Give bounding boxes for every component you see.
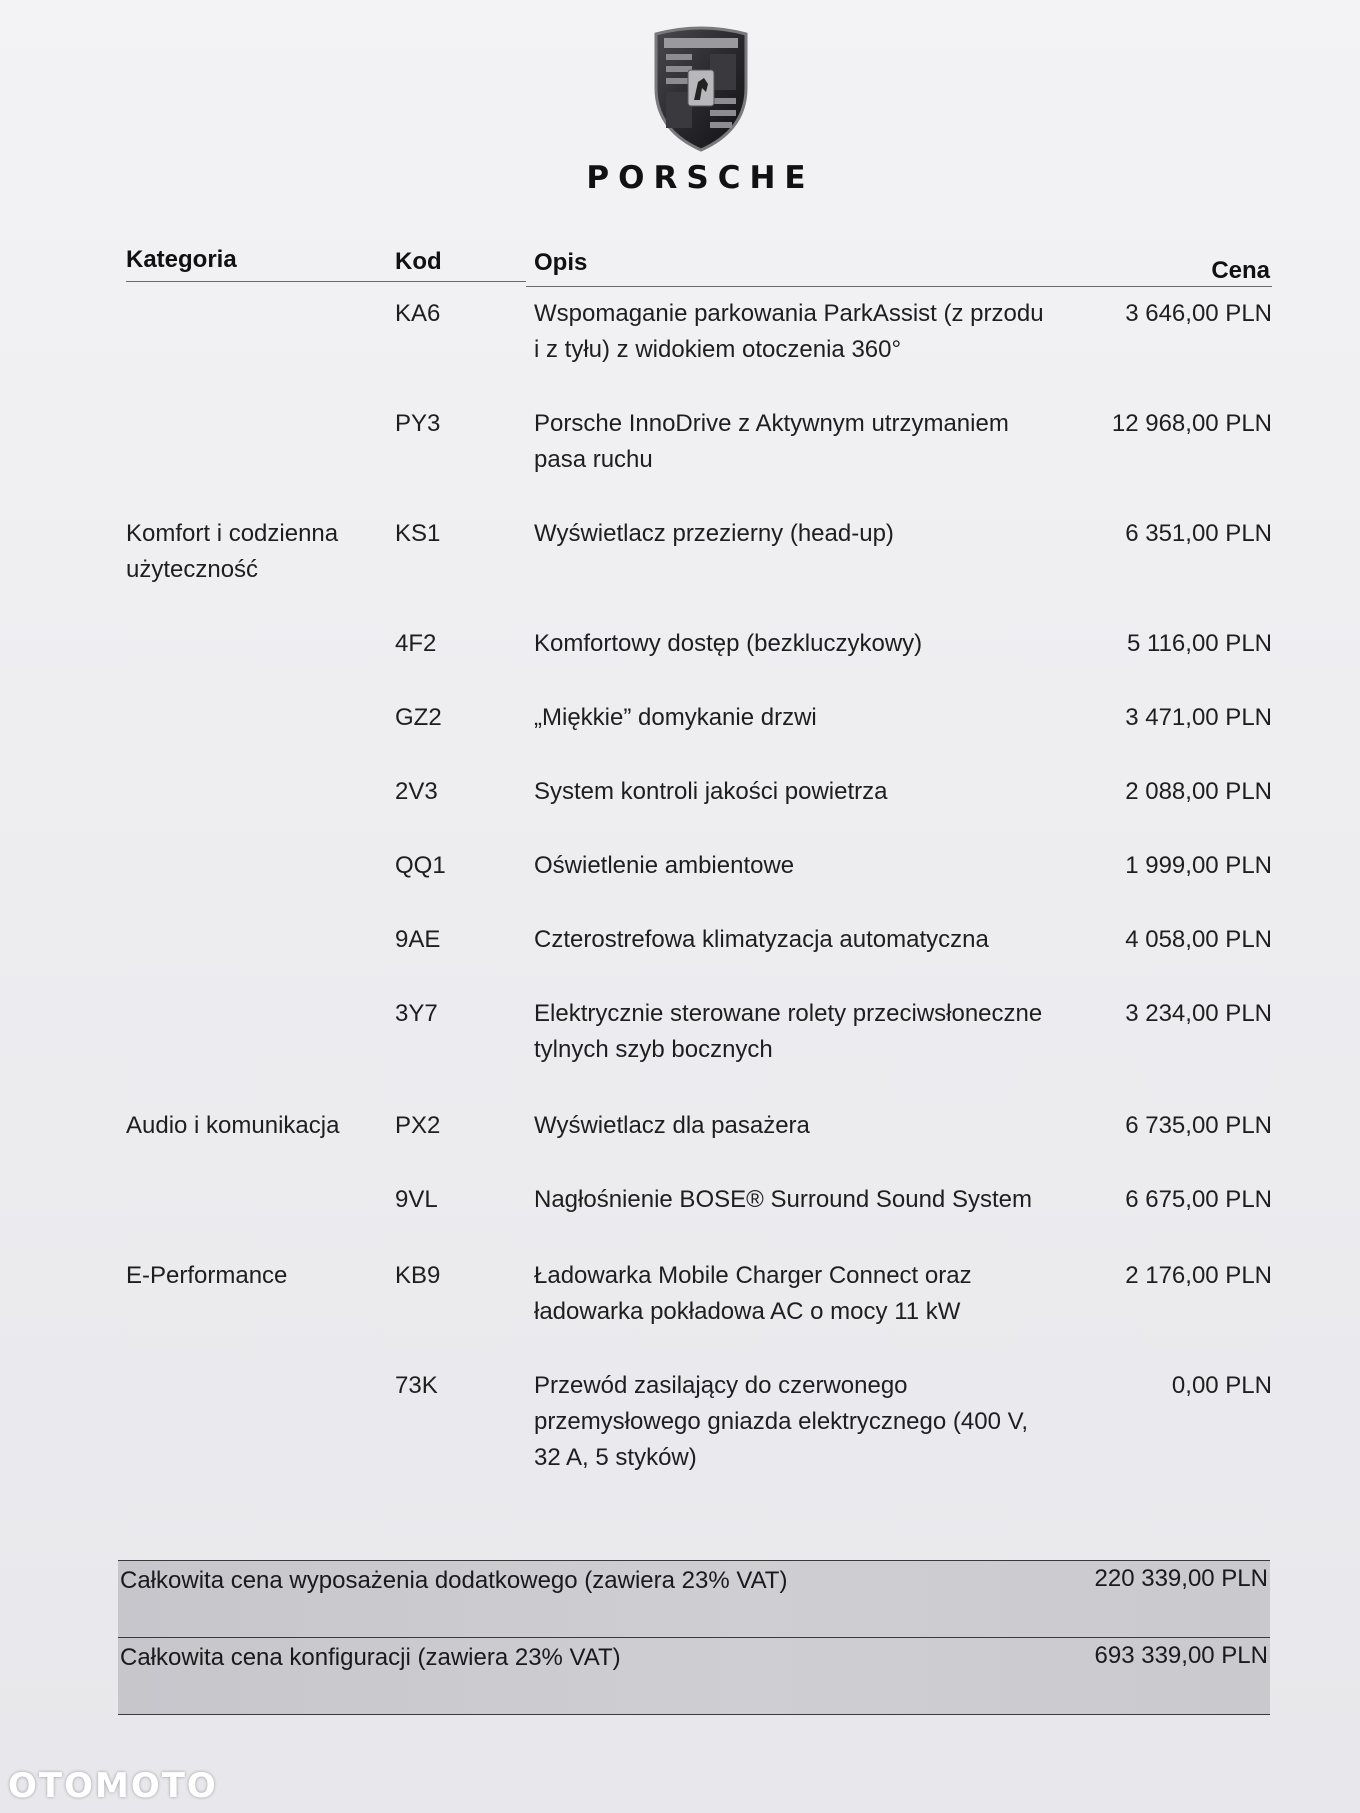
- porsche-crest-logo: [650, 26, 752, 152]
- table-row: [0, 1368, 1360, 1471]
- row-description: Elektrycznie sterowane rolety przeciwsłoneczne tylnych szyb bocznych: [534, 1000, 1043, 1063]
- row-description: Nagłośnienie BOSE® Surround Sound System: [534, 1186, 1032, 1213]
- row-description: Komfortowy dostęp (bezkluczykowy): [534, 630, 923, 657]
- row-price: 4 058,00 PLN: [1125, 926, 1272, 953]
- header-code: Kod: [395, 248, 442, 275]
- row-category: Audio i komunikacja: [126, 1112, 340, 1139]
- table-row: [0, 626, 1360, 706]
- total-configuration-label: Całkowita cena konfiguracji (zawiera 23% VAT): [120, 1644, 621, 1671]
- row-category: E-Performance: [126, 1262, 288, 1289]
- table-row: [0, 774, 1360, 854]
- totals-section: [118, 1560, 1270, 1716]
- table-row: [0, 922, 1360, 1002]
- total-options-label: Całkowita cena wyposażenia dodatkowego (zawiera 23% VAT): [120, 1567, 788, 1594]
- row-price: 2 088,00 PLN: [1125, 778, 1272, 805]
- table-row: [0, 996, 1360, 1076]
- row-description: Przewód zasilający do czerwonego przemysłowego gniazda elektrycznego (400 V, 32 A, 5 styków): [534, 1372, 1029, 1471]
- row-description: Oświetlenie ambientowe: [534, 852, 795, 879]
- table-row: [0, 700, 1360, 780]
- row-description: Czterostrefowa klimatyzacja automatyczna: [534, 926, 989, 953]
- header-category: Kategoria: [126, 246, 237, 273]
- table-row: [0, 1108, 1360, 1188]
- table-row: [0, 1182, 1360, 1262]
- row-price: 6 735,00 PLN: [1125, 1112, 1272, 1139]
- row-description: Ładowarka Mobile Charger Connect oraz ładowarka pokładowa AC o mocy 11 kW: [534, 1262, 972, 1325]
- total-options-price: 220 339,00 PLN: [1094, 1565, 1268, 1592]
- total-configuration-price: 693 339,00 PLN: [1094, 1642, 1268, 1669]
- header-divider: [526, 286, 1272, 287]
- row-code: 9VL: [395, 1186, 438, 1213]
- brand-wordmark: PORSCHE: [586, 160, 815, 196]
- totals-bottom-divider: [118, 1714, 1270, 1715]
- header-divider: [126, 281, 526, 282]
- table-row: [0, 1258, 1360, 1338]
- row-code: 3Y7: [395, 1000, 438, 1027]
- total-row-configuration: [118, 1638, 1270, 1714]
- row-code: 9AE: [395, 926, 441, 953]
- row-description: System kontroli jakości powietrza: [534, 778, 888, 805]
- total-row-options: [118, 1561, 1270, 1637]
- row-description: „Miękkie” domykanie drzwi: [534, 704, 817, 731]
- row-code: PX2: [395, 1112, 441, 1139]
- row-description: Wyświetlacz przezierny (head-up): [534, 520, 894, 547]
- row-description: Wspomaganie parkowania ParkAssist (z przodu i z tyłu) z widokiem otoczenia 360°: [534, 300, 1044, 363]
- row-code: KS1: [395, 520, 441, 547]
- row-price: 3 234,00 PLN: [1125, 1000, 1272, 1027]
- row-code: KB9: [395, 1262, 441, 1289]
- row-category: Komfort i codzienna użyteczność: [126, 520, 339, 583]
- otomoto-watermark: OTOMOTO: [8, 1766, 218, 1806]
- row-code: PY3: [395, 410, 441, 437]
- row-price: 2 176,00 PLN: [1125, 1262, 1272, 1289]
- row-code: KA6: [395, 300, 441, 327]
- row-price: 6 351,00 PLN: [1125, 520, 1272, 547]
- header-price: Cena: [1211, 257, 1270, 284]
- row-code: 73K: [395, 1372, 438, 1399]
- table-row: [0, 296, 1360, 376]
- table-row: [0, 406, 1360, 486]
- row-code: 2V3: [395, 778, 438, 805]
- row-price: 3 646,00 PLN: [1125, 300, 1272, 327]
- row-code: QQ1: [395, 852, 446, 879]
- row-description: Porsche InnoDrive z Aktywnym utrzymaniem pasa ruchu: [534, 410, 1009, 473]
- row-code: GZ2: [395, 704, 442, 731]
- row-price: 0,00 PLN: [1171, 1372, 1272, 1399]
- row-price: 3 471,00 PLN: [1125, 704, 1272, 731]
- row-code: 4F2: [395, 630, 437, 657]
- header-description: Opis: [534, 249, 588, 276]
- row-price: 6 675,00 PLN: [1125, 1186, 1272, 1213]
- table-row: [0, 516, 1360, 596]
- row-price: 12 968,00 PLN: [1111, 410, 1272, 437]
- row-price: 5 116,00 PLN: [1127, 630, 1272, 657]
- row-description: Wyświetlacz dla pasażera: [534, 1112, 810, 1139]
- table-row: [0, 848, 1360, 928]
- row-price: 1 999,00 PLN: [1125, 852, 1272, 879]
